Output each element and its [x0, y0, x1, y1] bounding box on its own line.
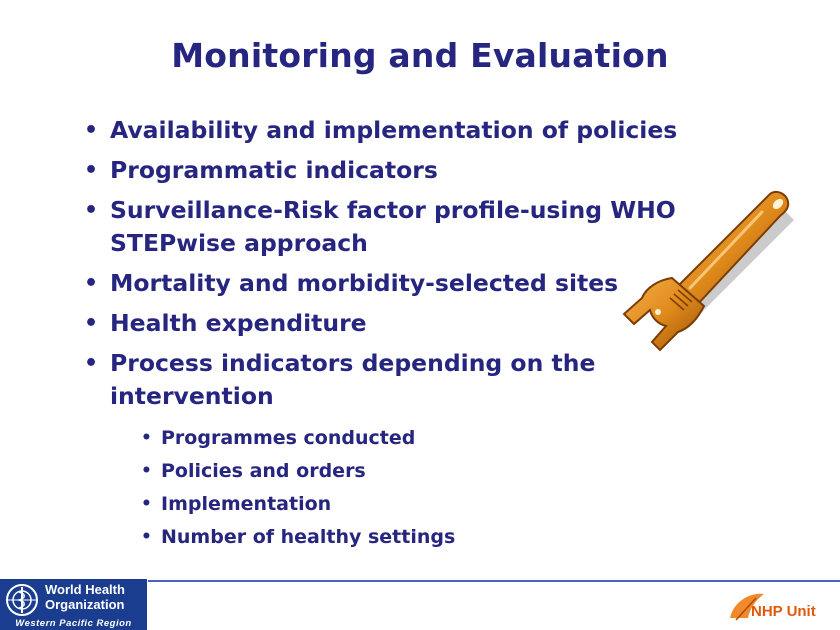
bullet-item: • Process indicators depending on the intervention [84, 347, 734, 413]
bullet-item: • Mortality and morbidity-selected sites [84, 267, 734, 300]
slide-title: Monitoring and Evaluation [171, 36, 669, 75]
wrench-icon [612, 178, 802, 368]
sub-bullet-item: • Implementation [141, 488, 591, 521]
sub-bullet-item: • Policies and orders [141, 455, 591, 488]
who-emblem-icon [4, 582, 40, 618]
bullet-item: • Availability and implementation of policies [84, 114, 734, 147]
nhp-unit-label: NHP Unit [751, 603, 816, 620]
sub-bullet-item: • Number of healthy settings [141, 521, 591, 554]
bullet-item: • Surveillance-Risk factor profile-using WHO STEPwise approach [84, 194, 734, 260]
sub-bullet-list [141, 422, 591, 554]
who-name-line2: Organization [45, 597, 125, 612]
footer-divider [148, 580, 840, 582]
who-logo [0, 579, 147, 630]
sub-bullet-item: • Programmes conducted [141, 422, 591, 455]
who-name-line1: World Health [45, 582, 125, 597]
bullet-item: • Programmatic indicators [84, 154, 734, 187]
who-region: Western Pacific Region [15, 618, 132, 629]
bullet-item: • Health expenditure [84, 307, 734, 340]
